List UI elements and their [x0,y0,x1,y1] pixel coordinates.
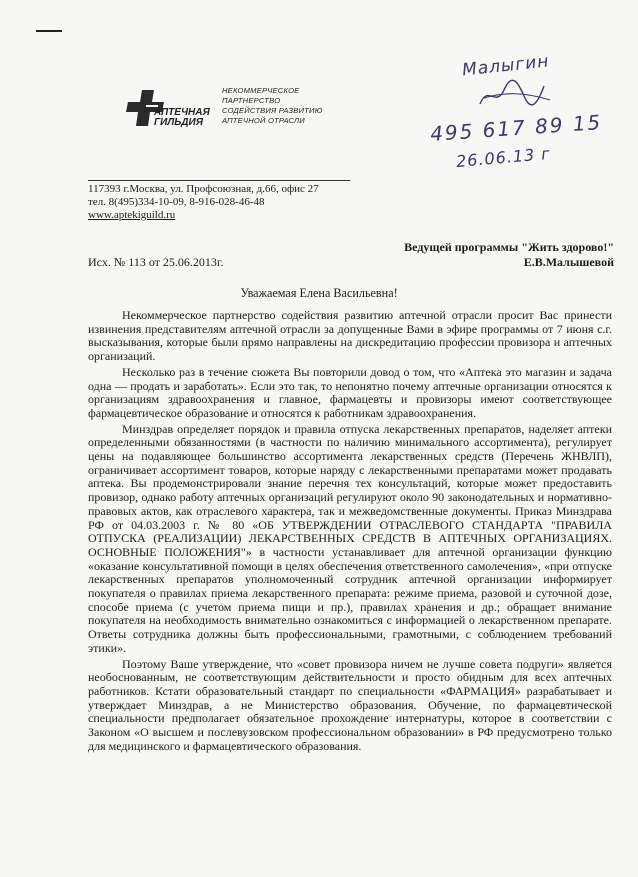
handwritten-date: 26.06.13 г [455,143,552,172]
organization-logo [124,86,344,136]
outgoing-number: Исх. № 113 от 25.06.2013г. [88,255,224,269]
greeting: Уважаемая Елена Васильевна! [240,286,398,300]
logo-text-line: ПАРТНЕРСТВО [222,96,281,105]
logo-brand-line2: ГИЛЬДИЯ [154,117,203,128]
letter-body [88,309,612,756]
logo-brand [154,108,210,128]
address-street: 117393 г.Москва, ул. Профсоюзная, д.66, офис 27 [88,183,319,195]
handwritten-phone: 495 617 89 15 [429,110,603,146]
logo-org-name [222,86,323,126]
body-paragraph: Минздрав определяет порядок и правила отпуска лекарственных препаратов, наделяет аптеки определенными обязанностями (в частности по наличию минимального ассортимента), регулирует цены на подавляющее большинство ассортимента лекарственных средств (Перечень ЖНВЛП), ограничивает ассортимент товаров, которые наряду с лекарственными препаратами может продавать аптека. Вы продемонстрировали знание перечня тех консультаций, которые может предоставить провизор, однако работу аптечных организаций регулируют около 90 законодательных и нормативно-правовых актов, как отраслевого характера, так и межведомственные документы. Приказ Минздрава РФ от 04.03.2003 г. № 80 «ОБ УТВЕРЖДЕНИИ ОТРАСЛЕВОГО СТАНДАРТА "ПРАВИЛА ОТПУСКА (РЕАЛИЗАЦИИ) ЛЕКАРСТВЕННЫХ СРЕДСТВ В АПТЕЧНЫХ ОРГАНИЗАЦИЯХ. ОСНОВНЫЕ ПОЛОЖЕНИЯ"» в частности устанавливает для аптечной организации функцию «оказание консультативной помощи в целях обеспечения ответственного самолечения», «при отпуске лекарственных препаратов уполномоченный сотрудник аптечной организации информирует покупателя о правилах приема лекарственного препарата: режиме приема, разовой и суточной дозе, способе приема (с учетом приема пищи и пр.), правилах хранения и др.; обращает внимание покупателя на необходимость внимательно ознакомиться с информацией о лекарственном препарате. Ответы сотрудника должны быть профессиональными, грамотными, с соблюдением требований этики». [88,421,612,655]
body-paragraph: Несколько раз в течение сюжета Вы повторили довод о том, что «Аптека это магазин и задача одна — продать и заработать». Если это так, то непонятно почему аптечные организации относятся к организациям здравоохранения и главное, фармацевты и провизоры имеют соответствующее фармацевтическое образование и относятся к работникам здравоохранения. [88,364,612,420]
address-phone: тел. 8(495)334-10-09, 8-916-028-46-48 [88,196,265,208]
logo-text-line: СОДЕЙСТВИЯ РАЗВИТИЮ [222,106,323,115]
recipient-block [404,240,614,270]
recipient-name: Е.В.Малышевой [523,255,614,269]
body-paragraph: Поэтому Ваше утверждение, что «совет провизора ничем не лучше совета подруги» является необоснованным, не соответствующим действительности и просто обидным для всех аптечных работников. Кстати образовательный стандарт по специальности «ФАРМАЦИЯ» разрабатывает и утверждает Минздрав, а не Министерство образования. Обучение, по фармацевтической специальности предполагает обязательное прохождение интернатуры, которое в соответствии с Законом «О высшем и послевузовском профессиональном образовании» в РФ предусмотрено только для медицинского и фармацевтического образования. [88,656,612,753]
body-paragraph: Некоммерческое партнерство содействия развитию аптечной отрасли просит Вас принести извинения представителям аптечной отрасли за допущенные Вами в эфире программы от 7 июня с.г. высказывания, которые были прямо направлены на дискредитацию профессии провизора и аптечных организаций. [88,308,612,364]
recipient-title: Ведущей программы "Жить здорово!" [404,240,614,254]
sender-address [88,183,319,222]
logo-text-line: НЕКОММЕРЧЕСКОЕ [222,86,300,95]
handwritten-name: Малыгин [461,51,551,81]
logo-brand-line1: АПТЕЧНАЯ [154,107,210,118]
handwritten-signature [474,78,554,112]
logo-text-line: АПТЕЧНОЙ ОТРАСЛИ [222,116,305,125]
corner-dash [36,30,62,32]
address-divider [88,180,350,181]
address-website-link[interactable]: www.aptekiguild.ru [88,209,176,221]
